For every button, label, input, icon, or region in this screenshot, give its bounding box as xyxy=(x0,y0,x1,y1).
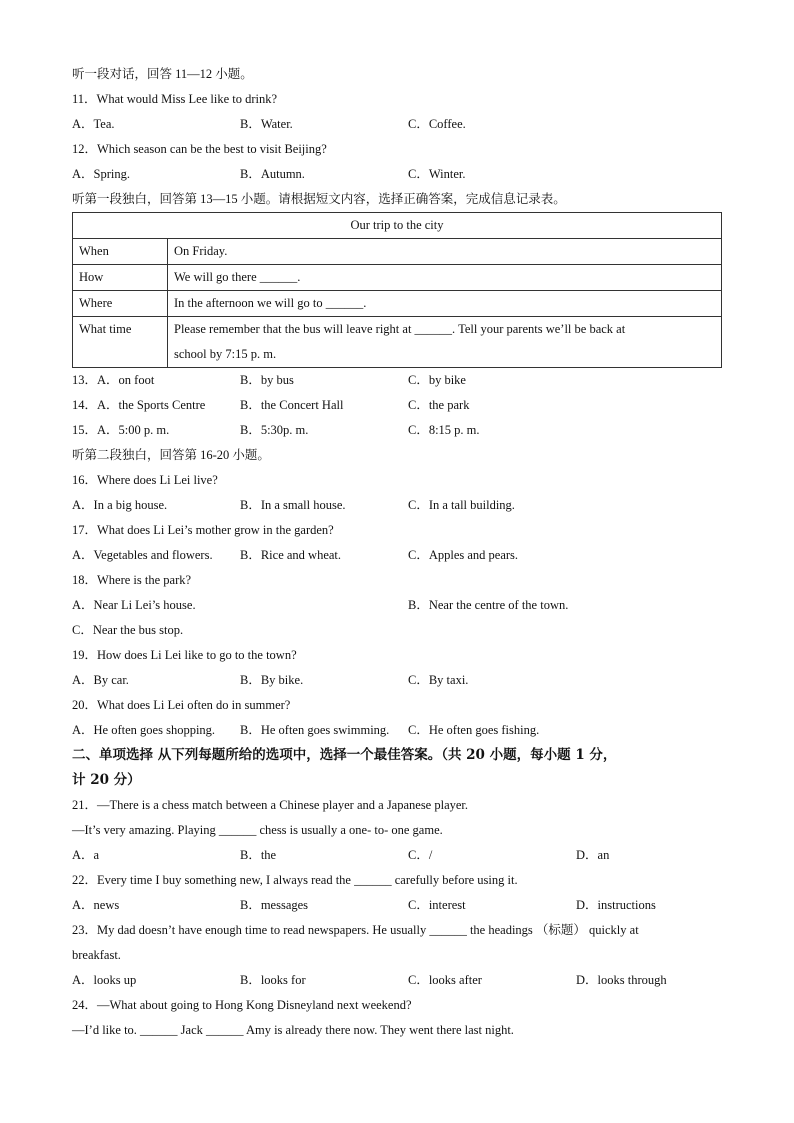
q21-options xyxy=(72,843,724,868)
q22-options xyxy=(72,893,724,918)
q12-option-b[interactable]: B．Autumn. xyxy=(240,167,305,181)
q11-option-b[interactable]: B．Water. xyxy=(240,117,293,131)
q18-options-row1 xyxy=(72,593,724,618)
q20-option-b[interactable]: B．He often goes swimming. xyxy=(240,723,390,737)
q21-option-c[interactable]: C．/ xyxy=(408,848,433,862)
q21-option-a[interactable]: A．a xyxy=(72,848,100,862)
q11-option-a[interactable]: A．Tea. xyxy=(72,117,115,131)
q23-stem-1: 23．My dad doesn’t have enough time to read newspapers. He usually ______ the headings （标题） quickly at xyxy=(72,923,639,937)
q17-option-c[interactable]: C．Apples and pears. xyxy=(408,548,519,562)
q20-stem: 20．What does Li Lei often do in summer? xyxy=(72,698,291,712)
q15-option-c[interactable]: C．8:15 p. m. xyxy=(408,423,480,437)
table-key: What time xyxy=(73,317,168,368)
q23-options xyxy=(72,968,724,993)
q12-stem: 12．Which season can be the best to visit Beijing? xyxy=(72,142,327,156)
q22-option-c[interactable]: C．interest xyxy=(408,898,466,912)
q19-options xyxy=(72,668,724,693)
q23-option-c[interactable]: C．looks after xyxy=(408,973,482,987)
q23-option-a[interactable]: A．looks up xyxy=(72,973,137,987)
q12-option-a[interactable]: A．Spring. xyxy=(72,167,130,181)
q19-option-a[interactable]: A．By car. xyxy=(72,673,129,687)
q21-option-b[interactable]: B．the xyxy=(240,848,277,862)
q23-option-b[interactable]: B．looks for xyxy=(240,973,306,987)
q21-stem-2: —It’s very amazing. Playing ______ chess is usually a one- to- one game. xyxy=(72,823,443,837)
q16-option-a[interactable]: A．In a big house. xyxy=(72,498,168,512)
q16-option-c[interactable]: C．In a tall building. xyxy=(408,498,515,512)
q20-options xyxy=(72,718,724,743)
trip-info-table xyxy=(72,212,722,368)
q21-stem-1: 21．—There is a chess match between a Chinese player and a Japanese player. xyxy=(72,798,469,812)
table-value-line1: Please remember that the bus will leave right at ______. Tell your parents we’ll be back at xyxy=(174,322,626,336)
table-key: When xyxy=(73,239,168,265)
q18-option-b[interactable]: B．Near the centre of the town. xyxy=(408,598,569,612)
q16-stem: 16．Where does Li Lei live? xyxy=(72,473,218,487)
q15-options xyxy=(72,418,724,443)
q11-option-c[interactable]: C．Coffee. xyxy=(408,117,466,131)
table-row xyxy=(73,239,722,265)
q13-option-c[interactable]: C．by bike xyxy=(408,373,466,387)
table-value: In the afternoon we will go to ______. xyxy=(168,291,722,317)
q14-option-a[interactable]: 14．A．the Sports Centre xyxy=(72,398,206,412)
q18-options-row2 xyxy=(72,618,724,643)
q11-stem: 11．What would Miss Lee like to drink? xyxy=(72,92,278,106)
q13-option-a[interactable]: 13．A．on foot xyxy=(72,373,155,387)
exam-page xyxy=(72,62,724,1043)
q17-option-b[interactable]: B．Rice and wheat. xyxy=(240,548,342,562)
q14-options xyxy=(72,393,724,418)
q12-option-c[interactable]: C．Winter. xyxy=(408,167,466,181)
q23-option-d[interactable]: D．looks through xyxy=(576,973,667,987)
q18-option-a[interactable]: A．Near Li Lei’s house. xyxy=(72,598,196,612)
table-value-line2: school by 7:15 p. m. xyxy=(174,347,277,361)
q22-option-a[interactable]: A．news xyxy=(72,898,120,912)
q22-option-b[interactable]: B．messages xyxy=(240,898,309,912)
q15-option-a[interactable]: 15．A．5:00 p. m. xyxy=(72,423,170,437)
section-2-heading: 二、单项选择 从下列每题所给的选项中，选择一个最佳答案。（共 20 小题，每小题 1 分， xyxy=(72,747,617,763)
table-key: Where xyxy=(73,291,168,317)
q11-options xyxy=(72,112,724,137)
table-value: On Friday. xyxy=(168,239,722,265)
q16-option-b[interactable]: B．In a small house. xyxy=(240,498,346,512)
q22-stem: 22．Every time I buy something new, I always read the ______ carefully before using it. xyxy=(72,873,518,887)
table-value xyxy=(168,317,722,368)
q24-stem-2: —I’d like to. ______ Jack ______ Amy is already there now. They went there last night. xyxy=(72,1023,514,1037)
q13-options xyxy=(72,368,724,393)
q13-option-b[interactable]: B．by bus xyxy=(240,373,294,387)
q19-stem: 19．How does Li Lei like to go to the town? xyxy=(72,648,297,662)
q22-option-d[interactable]: D．instructions xyxy=(576,898,656,912)
q24-stem-1: 24．—What about going to Hong Kong Disneyland next weekend? xyxy=(72,998,412,1012)
q20-option-c[interactable]: C．He often goes fishing. xyxy=(408,723,540,737)
q14-option-b[interactable]: B．the Concert Hall xyxy=(240,398,344,412)
q14-option-c[interactable]: C．the park xyxy=(408,398,470,412)
q16-20-intro: 听第二段独白，回答第 16-20 小题。 xyxy=(72,448,270,462)
section-2-heading-cont: 计 20 分） xyxy=(72,772,141,788)
table-row xyxy=(73,317,722,368)
table-row xyxy=(73,291,722,317)
q20-option-a[interactable]: A．He often goes shopping. xyxy=(72,723,216,737)
q13-15-intro: 听第一段独白，回答第 13—15 小题。请根据短文内容，选择正确答案，完成信息记录表。 xyxy=(72,192,566,206)
q17-stem: 17．What does Li Lei’s mother grow in the garden? xyxy=(72,523,334,537)
q23-stem-2: breakfast. xyxy=(72,948,121,962)
q16-options xyxy=(72,493,724,518)
q17-option-a[interactable]: A．Vegetables and flowers. xyxy=(72,548,213,562)
q19-option-b[interactable]: B．By bike. xyxy=(240,673,304,687)
q19-option-c[interactable]: C．By taxi. xyxy=(408,673,469,687)
q18-option-c[interactable]: C．Near the bus stop. xyxy=(72,623,184,637)
q15-option-b[interactable]: B．5:30p. m. xyxy=(240,423,309,437)
table-row xyxy=(73,265,722,291)
q11-12-intro: 听一段对话，回答 11—12 小题。 xyxy=(72,67,253,81)
table-value: We will go there ______. xyxy=(168,265,722,291)
table-key: How xyxy=(73,265,168,291)
table-title: Our trip to the city xyxy=(73,213,722,239)
q21-option-d[interactable]: D．an xyxy=(576,848,610,862)
q12-options xyxy=(72,162,724,187)
q17-options xyxy=(72,543,724,568)
q18-stem: 18．Where is the park? xyxy=(72,573,192,587)
